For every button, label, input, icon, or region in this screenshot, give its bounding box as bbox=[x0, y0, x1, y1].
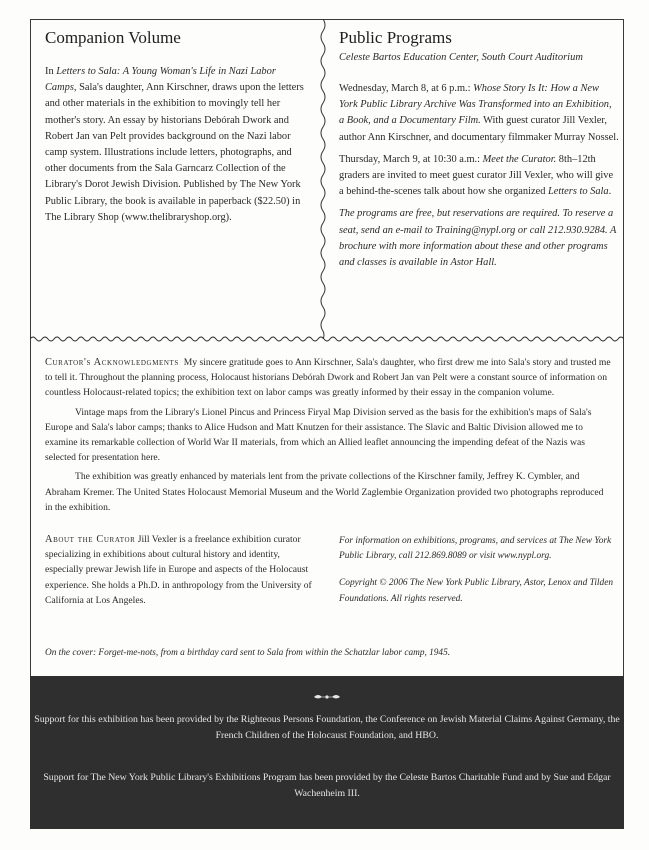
vertical-wavy-divider bbox=[318, 19, 328, 339]
acknowledgments-p2: Vintage maps from the Library's Lionel Pincus and Princess Firyal Map Division served as the basis for the exhibition's maps of Sala's Europe and Sala's labor camps; thanks to Alice Hudson and Matt Knutzen for their assistance. The Slavic and Baltic Division allowed me to examine its remarkable collection of World War II materials, from which an Allied leaflet announcing the impending defeat of the Nazis was selected for presentation here. bbox=[45, 406, 592, 464]
book-title: Letters to Sala: A Young Woman's Life in Nazi Labor Camps bbox=[45, 66, 276, 94]
copyright-notice: Copyright © 2006 The New York Public Library, Astor, Lenox and Tilden Foundations. All rights reserved. bbox=[339, 578, 614, 604]
program-1-title: Whose Story Is It: How a New York Public Library Archive Was Transformed into an Exhibition, a Book, and a Documentary Film. bbox=[339, 83, 612, 127]
companion-volume-section bbox=[45, 28, 307, 226]
program-2-details: 8th–12th graders are invited to meet guest curator Jill Vexler, who will give a behind-the-scenes talk about how she organized bbox=[339, 153, 614, 198]
library-info bbox=[339, 534, 614, 619]
acknowledgments-p1: My sincere gratitude goes to Ann Kirschner, Sala's daughter, who first drew me into Sala's story and trusted me to tell it. Throughout the planning process, Holocaust historians Debórah Dwork and Robert Jan van Pelt were a constant source of information on countless Holocaust-related topics; the exhibition text on labor camps was greatly informed by their essay in the companion volume. bbox=[45, 357, 611, 399]
program-2-title: Meet the Curator. bbox=[482, 153, 557, 165]
programs-reservation-note: The programs are free, but reservations are required. To reserve a seat, send an e-mail to Training@nypl.org or call 212.930.9284. A brochure with more information about these and other programs and classes is available in Astor Hall. bbox=[339, 208, 617, 269]
ornament-icon bbox=[312, 692, 342, 708]
curator-acknowledgments bbox=[45, 355, 612, 515]
cover-caption: On the cover: Forget-me-nots, from a birthday card sent to Sala from within the Schatzlar labor camp, 1945. bbox=[45, 648, 451, 658]
about-label: About the Curator bbox=[45, 534, 136, 545]
companion-text-lead: In bbox=[45, 66, 57, 77]
companion-text-body: , Sala's daughter, Ann Kirschner, draws upon the letters and other materials in the exhibition to movingly tell her mother's story. An essay by historians Debórah Dwork and Robert Jan van Pelt provides background on the Nazi labor camp system. Illustrations include letters, photographs, and other documents from the Sala Garncarz Collection of the Library's Dorot Jewish Division. Published by The New York Public Library, the book is available in paperback ($22.50) in The Library Shop (www.thelibraryshop.org). bbox=[45, 82, 304, 223]
acknowledgments-p3: The exhibition was greatly enhanced by materials lent from the private collections of the Kirschner family, Jeffrey K. Cymbler, and Abraham Kremer. The United States Holocaust Memorial Museum and the World Zaglembie Organization provided two photographs reproduced in the exhibition. bbox=[45, 471, 604, 513]
public-programs-heading: Public Programs bbox=[339, 28, 452, 47]
program-2-end: . bbox=[608, 186, 612, 198]
horizontal-wavy-divider bbox=[30, 334, 624, 344]
about-text: Jill Vexler is a freelance exhibition curator specializing in exhibitions about cultural history and identity, especially prewar Jewish life in Europe and aspects of the Holocaust experience. She holds a Ph.D. in anthropology from the University of California at Los Angeles. bbox=[45, 534, 312, 606]
companion-volume-heading: Companion Volume bbox=[45, 28, 181, 47]
program-support: Support for The New York Public Library's Exhibitions Program has been provided by the Celeste Bartos Charitable Fund and by Sue and Edgar Wachenheim III. bbox=[43, 772, 611, 799]
library-contact-info: For information on exhibitions, programs, and services at The New York Public Library, call 212.869.8089 or visit www.nypl.org. bbox=[339, 536, 612, 562]
left-border bbox=[30, 19, 31, 677]
program-2-book-title: Letters to Sala bbox=[548, 186, 609, 198]
exhibition-support: Support for this exhibition has been provided by the Righteous Persons Foundation, the Conference on Jewish Material Claims Against Germany, the French Children of the Holocaust Foundation, and HBO. bbox=[34, 714, 620, 741]
right-border bbox=[623, 19, 624, 677]
programs-venue: Celeste Bartos Education Center, South Court Auditorium bbox=[339, 52, 583, 63]
program-march-9 bbox=[339, 152, 619, 201]
sponsor-footer bbox=[30, 676, 624, 829]
program-2-date: Thursday, March 9, at 10:30 a.m.: bbox=[339, 153, 483, 165]
program-1-details: With guest curator Jill Vexler, author Ann Kirschner, and documentary filmmaker Murray Nossel. bbox=[339, 115, 619, 143]
acknowledgments-label: Curator's Acknowledgments bbox=[45, 357, 179, 368]
companion-volume-text bbox=[45, 64, 307, 226]
program-march-8 bbox=[339, 81, 619, 146]
program-1-date: Wednesday, March 8, at 6 p.m.: bbox=[339, 83, 474, 94]
about-the-curator bbox=[45, 532, 315, 608]
public-programs-section bbox=[339, 28, 619, 277]
